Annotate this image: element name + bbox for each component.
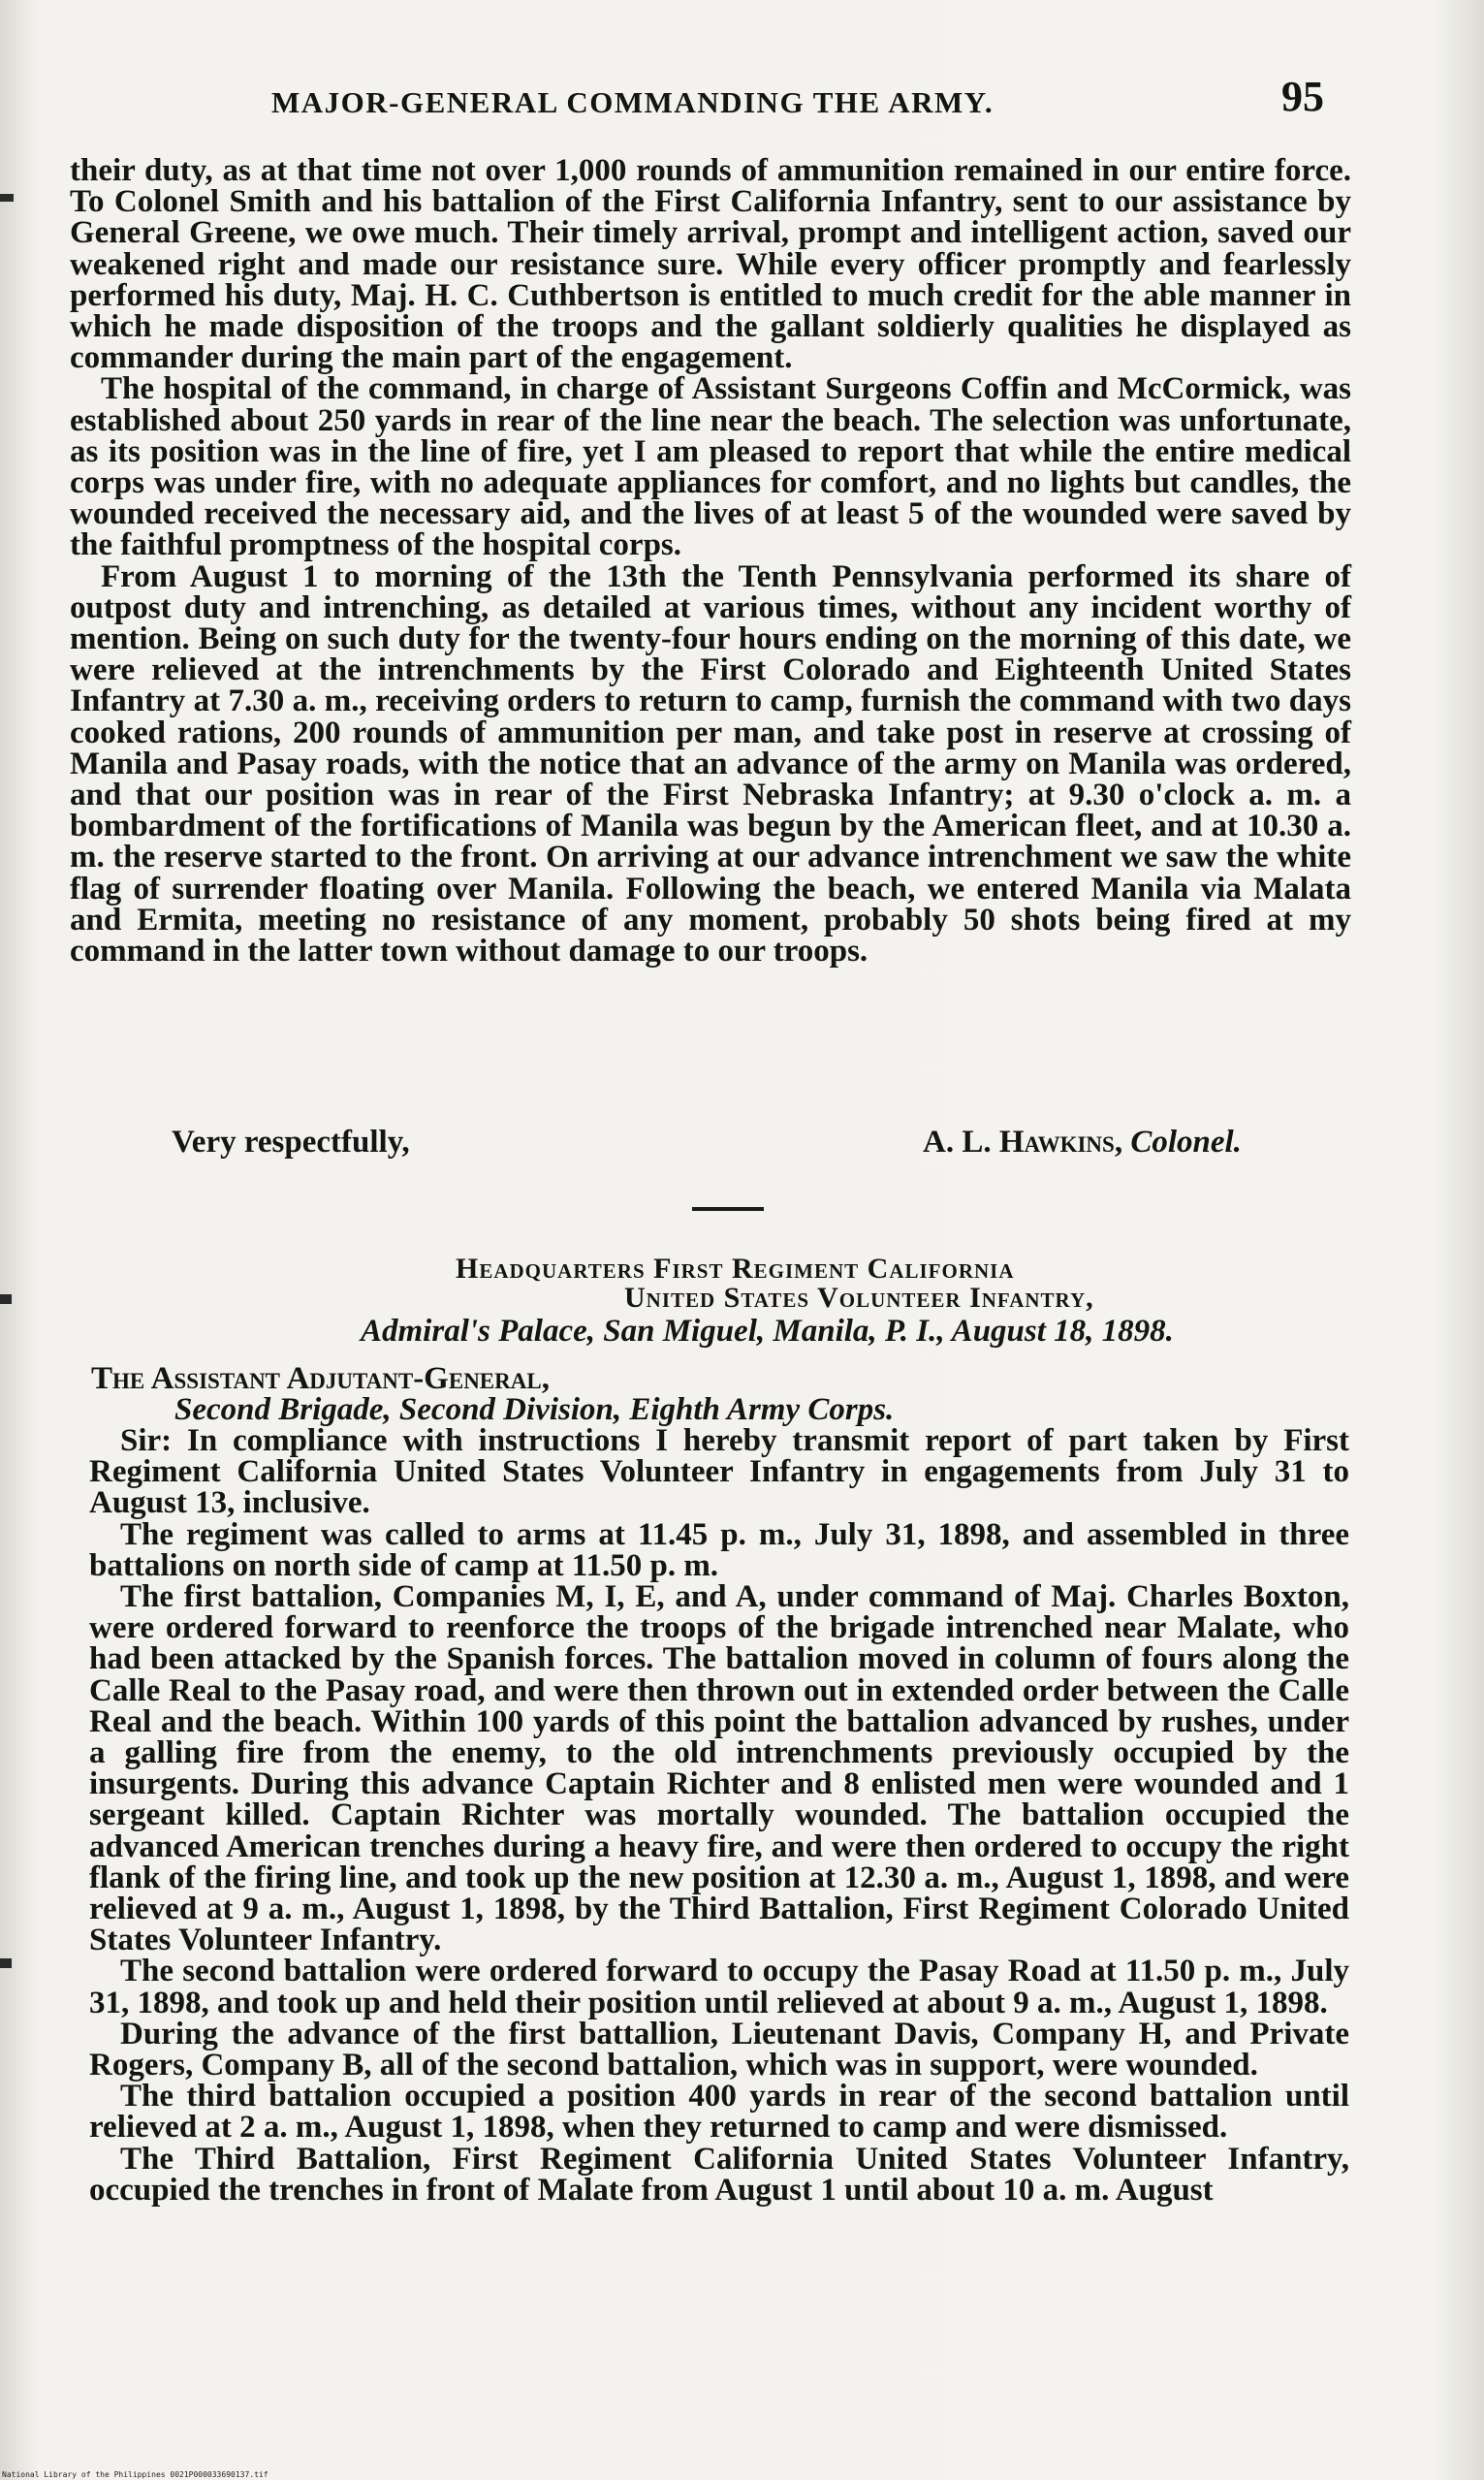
paragraph: The first battalion, Companies M, I, E, and A, under command of Maj. Charles Boxton, were ordered forward to reenforce the troops of the brigade intrenched near Malate, who had been attacked by the Spanish forces. The battalion moved in column of fours along the Calle Real to the Pasay road, and were then thrown out in extended order between the Calle Real and the beach. Within 100 yards of this point the battalion advanced by rushes, under a galling fire from the enemy, to the old intrenchments previously occupied by the insurgents. During this advance Captain Richter and 8 enlisted men were wounded and 1 sergeant killed. Captain Richter was mortally wounded. The battalion occupied the advanced American trenches during a heavy fire, and were then ordered to occupy the right flank of the firing line, and took up the new position at 12.30 a. m., August 1, 1898, and were relieved at 9 a. m., August 1, 1898, by the Third Battalion, First Regiment Colorado United States Volunteer Infantry. [89,1579,1349,1958]
page-number: 95 [1281,73,1324,120]
letterhead-line-2: United States Volunteer Infantry, [624,1282,1094,1314]
paragraph: From August 1 to morning of the 13th the Tenth Pennsylvania performed its share of outpost duty and intrenching, as detailed at various times, without any incident worthy of mention. Being on such duty for the twenty-four hours ending on the morning of this date, we were relieved at the intrenchments by the First Colorado and Eighteenth United States Infantry at 7.30 a. m., receiving orders to return to camp, furnish the command with two days cooked rations, 200 rounds of ammunition per man, and take post in reserve at crossing of Manila and Pasay roads, with the notice that an advance of the army on Manila was ordered, and that our position was in rear of the First Nebraska Infantry; at 9.30 o'clock a. m. a bombardment of the fortifications of Manila was begun by the American fleet, and at 10.30 a. m. the reserve started to the front. On arriving at our advance intrenchment we saw the white flag of surrender floating over Manila. Following the beach, we entered Manila via Malata and Ermita, meeting no resistance of any moment, probably 50 shots being fired at my command in the latter town without damage to our troops. [70,558,1351,970]
closing: Very respectfully, [172,1125,410,1160]
signer [923,1125,1242,1161]
signer-title: Colonel. [1130,1125,1242,1160]
place-and-date: Admiral's Palace, San Miguel, Manila, P. I., August 18, 1898. [361,1314,1174,1349]
section-divider [692,1207,764,1211]
signer-name: A. L. Hawkins, [923,1125,1123,1160]
paragraph: During the advance of the first battallion, Lieutenant Davis, Company H, and Private Rogers, Company B, all of the second battalion, which was in support, were wounded. [89,2016,1349,2083]
report-california [89,1425,1349,2206]
paragraph: their duty, as at that time not over 1,000 rounds of ammunition remained in our entire force. To Colonel Smith and his battalion of the First California Infantry, sent to our assistance by General Greene, we owe much. Their timely arrival, prompt and intelligent action, saved our weakened right and made our resistance sure. While every officer promptly and fearlessly performed his duty, Maj. H. C. Cuthbertson is entitled to much credit for the able manner in which he made disposition of the troops and the gallant soldierly qualities he displayed as commander during the main part of the engagement. [70,153,1351,376]
scan-margin-mark [0,1294,12,1304]
paragraph: Sir: In compliance with instructions I hereby transmit report of part taken by First Regiment California United States Volunteer Infantry in engagements from July 31 to August 13, inclusive. [89,1423,1349,1521]
scan-margin-mark [0,1958,12,1968]
addressee: The Assistant Adjutant-General, [91,1361,550,1396]
letterhead-line-1: Headquarters First Regiment California [456,1253,1015,1285]
paragraph: The Third Battalion, First Regiment California United States Volunteer Infantry, occupied the trenches in front of Malate from August 1 until about 10 a. m. August [89,2141,1349,2208]
running-head: MAJOR-GENERAL COMMANDING THE ARMY. [271,85,995,119]
paragraph: The regiment was called to arms at 11.45 p. m., July 31, 1898, and assembled in three battalions on north side of camp at 11.50 p. m. [89,1516,1349,1583]
report-hawkins [70,153,1351,970]
addressee-unit: Second Brigade, Second Division, Eighth Army Corps. [174,1392,895,1427]
scan-margin-mark [0,194,14,202]
scan-footer: National Library of the Philippines 0021P000033690137.tif [2,2470,268,2479]
paragraph: The hospital of the command, in charge of Assistant Surgeons Coffin and McCormick, was established about 250 yards in rear of the line near the beach. The selection was unfortunate, as its position was in the line of fire, yet I am pleased to report that while the entire medical corps was under fire, with no adequate appliances for comfort, and no lights but candles, the wounded received the necessary aid, and the lives of at least 5 of the wounded were saved by the faithful promptness of the hospital corps. [70,371,1351,563]
paragraph: The second battalion were ordered forward to occupy the Pasay Road at 11.50 p. m., July 31, 1898, and took up and held their position until relieved at about 9 a. m., August 1, 1898. [89,1954,1349,2020]
paragraph: The third battalion occupied a position 400 yards in rear of the second battalion until relieved at 2 a. m., August 1, 1898, when they returned to camp and were dismissed. [89,2079,1349,2146]
